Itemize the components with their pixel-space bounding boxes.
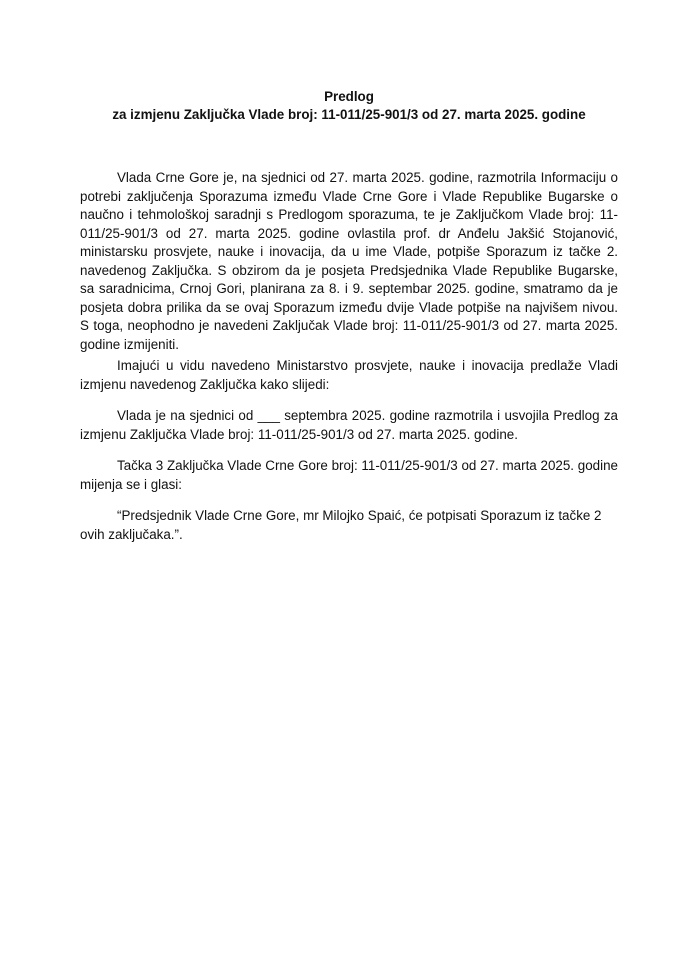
paragraph-government-decision: Vlada je na sjednici od ___ septembra 2025. godine razmotrila i usvojila Predlog za izmjenu Zaključka Vlade broj: 11-011/25-901/3 od 27. marta 2025. godine. — [80, 408, 618, 442]
document-subtitle: za izmjenu Zaključka Vlade broj: 11-011/25-901/3 od 27. marta 2025. godine — [112, 107, 586, 122]
paragraph-background: Vlada Crne Gore je, na sjednici od 27. marta 2025. godine, razmotrila Informaciju o potrebi zaključenja Sporazuma između Vlade Crne Gore i Vlade Republike Bugarske o naučno i tehmološkoj saradnji s Predlogom sporazuma, te je Zaključkom Vlade broj: 11-011/25-901/3 od 27. marta 2025. godine ovlastila prof. dr Anđelu Jakšić Stojanović, ministarsku prosvjete, nauke i inovacija, da u ime Vlade, potpiše Sporazum iz tačke 2. navedenog Zaključka. S obzirom da je posjeta Predsjednika Vlade Republike Bugarske, sa saradnicima, Crnoj Gori, planirana za 8. i 9. septembar 2025. godine, smatramo da je posjeta dobra prilika da se ovaj Sporazum između dvije Vlade potpiše na najvišem nivou. S toga, neophodno je navedeni Zaključak Vlade broj: 11-011/25-901/3 od 27. marta 2025. godine izmijeniti. — [80, 170, 618, 352]
paragraph-amended-text: “Predsjednik Vlade Crne Gore, mr Milojko Spaić, će potpisati Sporazum iz tačke 2 ovih zaključaka.”. — [80, 508, 602, 542]
document-title: Predlog — [324, 89, 374, 104]
paragraph-item-amendment: Tačka 3 Zaključka Vlade Crne Gore broj: 11-011/25-901/3 od 27. marta 2025. godine mijenja se i glasi: — [80, 458, 618, 492]
title-block — [60, 88, 638, 124]
paragraph-proposal-intro: Imajući u vidu navedeno Ministarstvo prosvjete, nauke i inovacija predlaže Vladi izmjenu navedenog Zaključka kako slijedi: — [80, 358, 618, 392]
